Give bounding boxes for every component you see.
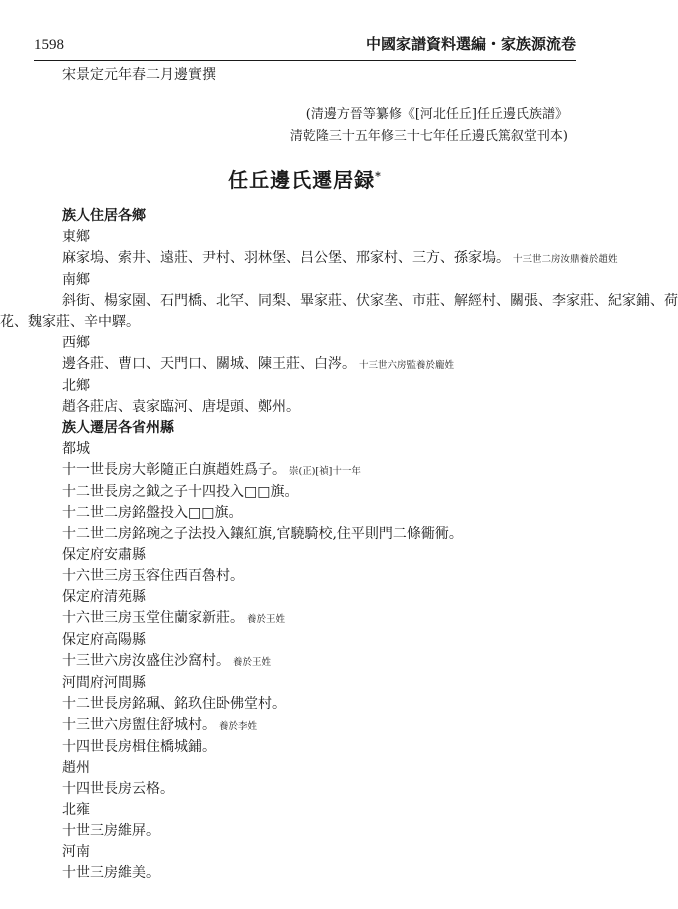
paragraph-text: 十六世三房玉堂住蘭家新莊。 (62, 610, 244, 626)
paragraph (62, 460, 576, 482)
region-label: 河間府河間縣 (62, 675, 146, 691)
document-title-text: 任丘邊氏遷居録 (228, 168, 376, 192)
section-heading: 族人住居各鄉 (62, 208, 146, 224)
document-body (0, 206, 678, 884)
paragraph-text: 花、魏家莊、辛中驛。 (0, 314, 140, 330)
paragraph-text: 十二世二房銘琬之子法投入鑲紅旗,官驍騎校,住平則門二條衚衕。 (62, 526, 463, 542)
paragraph-text: 十四世長房楫住橋城鋪。 (62, 739, 216, 755)
region-label: 東鄉 (62, 229, 90, 245)
paragraph-text: 十世三房維屏。 (62, 823, 160, 839)
source-citation (290, 104, 568, 148)
paragraph-text: 十三世六房盥住舒城村。 (62, 717, 216, 733)
region-label: 保定府安肅縣 (62, 547, 146, 563)
paragraph (62, 608, 576, 630)
source-line: (清邊方晉等纂修《[河北任丘]任丘邊氏族譜》 (305, 107, 568, 122)
paragraph-text: 麻家塢、索井、遠莊、尹村、羽林堡、吕公堡、邢家村、三方、孫家塢。 (62, 250, 510, 266)
region-label: 趙州 (62, 760, 90, 776)
paragraph-text: 十二世長房銘珮、銘玖住卧佛堂村。 (62, 696, 286, 712)
annotation: 養於王姓 (233, 657, 272, 668)
paragraph-text: 十一世長房大彰隨正白旗趙姓爲子。 (62, 462, 286, 478)
running-header (34, 30, 576, 61)
paragraph-text: 斜街、楊家園、石門橋、北罕、同梨、畢家莊、伏家垄、市莊、解經村、關張、李家莊、紀家鋪、荷 (62, 293, 678, 309)
annotation: 養於李姓 (219, 721, 258, 732)
paragraph (62, 354, 576, 376)
paragraph-text: 十世三房維美。 (62, 865, 160, 881)
paragraph-text: 十四世長房云格。 (62, 781, 174, 797)
region-label: 北鄉 (62, 378, 90, 394)
document-title (0, 164, 610, 193)
paragraph-text: 趙各莊店、袁家臨河、唐堤頭、鄭州。 (62, 399, 300, 415)
paragraph-text: 十二世二房銘盤投入□□旗。 (62, 505, 243, 521)
page-number: 1598 (34, 37, 64, 53)
region-label: 保定府高陽縣 (62, 632, 146, 648)
paragraph (62, 651, 576, 673)
annotation: 十三世二房汝鼎養於趙姓 (513, 254, 618, 265)
region-label: 北雍 (62, 802, 90, 818)
paragraph-text: 十三世六房汝盛住沙窩村。 (62, 653, 230, 669)
paragraph-text: 邊各莊、曹口、天門口、關城、陳王莊、白涔。 (62, 356, 356, 372)
paragraph (62, 715, 576, 737)
paragraph-text: 十二世長房之鉞之子十四投入□□旗。 (62, 484, 299, 500)
title-footnote-mark: * (375, 169, 382, 183)
region-label: 南鄉 (62, 272, 90, 288)
region-label: 西鄉 (62, 335, 90, 351)
annotation: 崇(正)[禎]十一年 (289, 466, 361, 477)
section-heading: 族人遷居各省州縣 (62, 420, 174, 436)
source-line: 清乾隆三十五年修三十七年任丘邊氏篤叙堂刊本) (289, 129, 568, 144)
region-label: 保定府清苑縣 (62, 589, 146, 605)
book-title: 中國家譜資料選編・家族源流卷 (365, 35, 576, 53)
annotation: 十三世六房監養於龐姓 (359, 360, 455, 371)
paragraph (62, 248, 618, 270)
region-label: 河南 (62, 844, 90, 860)
annotation: 養於王姓 (247, 614, 286, 625)
region-label: 都城 (62, 441, 90, 457)
paragraph-text: 十六世三房玉容住西百魯村。 (62, 568, 244, 584)
author-line: 宋景定元年春二月邊實撰 (62, 67, 216, 83)
